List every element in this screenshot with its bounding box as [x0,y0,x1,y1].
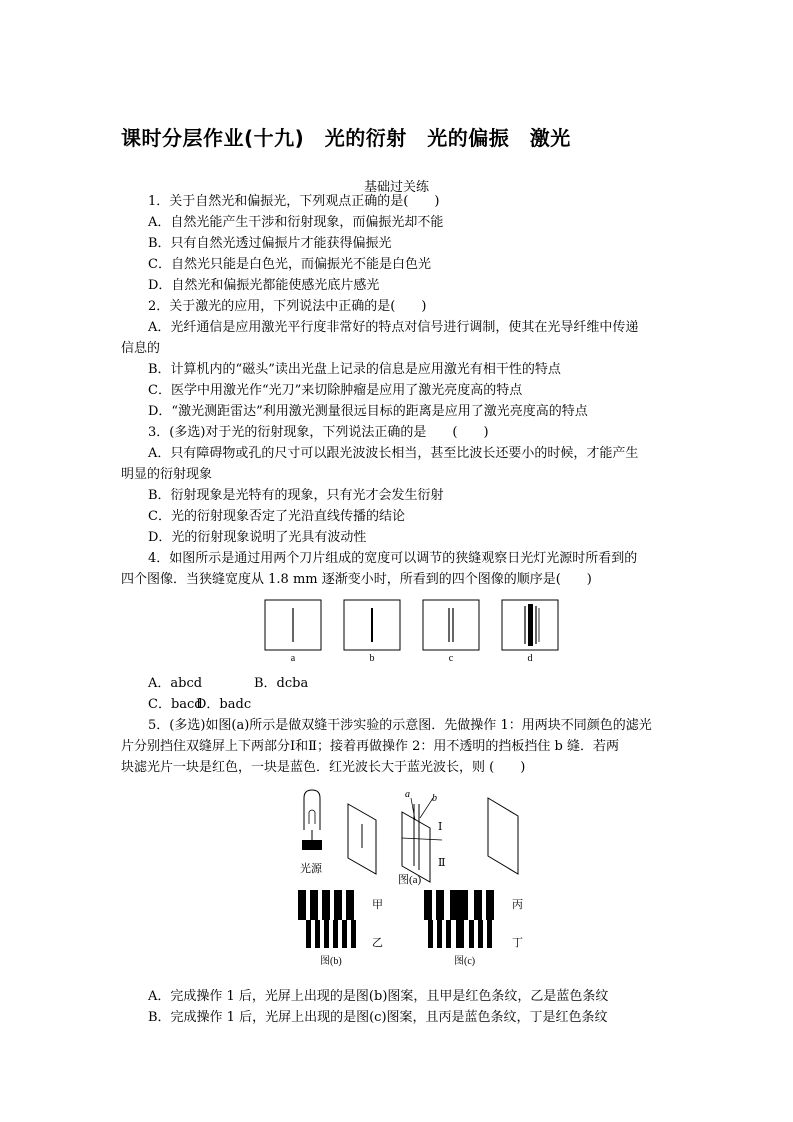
fig-c-pattern [424,890,494,948]
q5-figure [290,784,540,970]
q4-image-c [423,600,479,650]
q2-option-a: A．光纤通信是应用激光平行度非常好的特点对信号进行调制，使其在光导纤维中传递 [148,320,639,335]
q4-image-d [502,600,558,650]
q5-stem: 5．(多选)如图(a)所示是做双缝干涉实验的示意图．先做操作 1：用两块不同颜色的滤光 [148,718,652,733]
double-slit-screen [402,798,442,882]
jia-label: 甲 [372,899,383,911]
light-source-icon [302,790,322,850]
q2-option-d: D．“激光测距雷达”利用激光测量很远目标的距离是应用了激光亮度高的特点 [148,404,588,419]
q4-image-b [344,600,400,650]
bing-label: 丙 [512,899,523,911]
fig-c-caption: 图(c) [454,956,476,967]
q4-figure [262,598,562,666]
q5-stem-cont-1: 片分别挡住双缝屏上下两部分Ⅰ和Ⅱ；接着再做操作 2：用不透明的挡板挡住 b 缝．若两 [121,739,619,754]
light-source-label: 光源 [300,863,322,875]
q4-option-a: A．abcd [148,676,203,691]
q3-stem: 3．(多选)对于光的衍射现象，下列说法正确的是 ( ) [148,425,489,440]
q5-stem-cont-2: 块滤光片一块是红色，一块是蓝色．红光波长大于蓝光波长，则 ( ) [121,760,526,775]
q1-option-b: B．只有自然光透过偏振片才能获得偏振光 [148,236,392,251]
single-slit-screen [348,804,376,874]
q4-stem-cont: 四个图像．当狭缝宽度从 1.8 mm 逐渐变小时，所看到的四个图像的顺序是( ) [121,572,592,587]
q3-option-b: B．衍射现象是光特有的现象，只有光才会发生衍射 [148,488,444,503]
yi-label: 乙 [372,937,383,949]
q4-option-d: D．badc [196,697,252,712]
part-1-label: Ⅰ [438,821,443,833]
q1-option-d: D．自然光和偏振光都能使感光底片感光 [148,278,380,293]
q5-option-a: A．完成操作 1 后，光屏上出现的是图(b)图案，且甲是红色条纹，乙是蓝色条纹 [148,989,609,1004]
fig-b-caption: 图(b) [320,956,342,967]
q2-option-b: B．计算机内的“磁头”读出光盘上记录的信息是应用激光有相干性的特点 [148,362,561,377]
q1-option-c: C．自然光只能是白色光，而偏振光不能是白色光 [148,257,431,272]
part-2-label: Ⅱ [438,857,446,869]
slit-a-label: a [405,789,410,800]
q3-option-d: D．光的衍射现象说明了光具有波动性 [148,530,367,545]
q1-stem: 1．关于自然光和偏振光，下列观点正确的是( ) [148,194,440,209]
q2-option-a-cont: 信息的 [121,341,161,356]
q3-option-c: C．光的衍射现象否定了光沿直线传播的结论 [148,509,405,524]
ding-label: 丁 [512,937,523,949]
light-screen [488,798,518,874]
q4-label-c: c [448,653,454,664]
q4-stem: 4．如图所示是通过用两个刀片组成的宽度可以调节的狭缝观察日光灯光源时所看到的 [148,551,638,566]
slit-b-label: b [432,793,437,804]
q4-option-c: C．bacd [148,697,203,712]
q5-option-b: B．完成操作 1 后，光屏上出现的是图(c)图案，且丙是蓝色条纹，丁是红色条纹 [148,1010,608,1025]
page-title: 课时分层作业(十九) 光的衍射 光的偏振 激光 [121,126,571,150]
q4-option-b: B．dcba [254,676,309,691]
q2-option-c: C．医学中用激光作“光刀”来切除肿瘤是应用了激光亮度高的特点 [148,383,523,398]
q4-label-b: b [369,653,375,664]
fig-a-caption: 图(a) [398,874,422,886]
q3-option-a: A．只有障碍物或孔的尺寸可以跟光波波长相当，甚至比波长还要小的时候，才能产生 [148,446,639,461]
section-heading: 基础过关练 [363,180,429,195]
fig-b-pattern [298,890,356,948]
q4-image-a [265,600,321,650]
q1-option-a: A．自然光能产生干涉和衍射现象，而偏振光却不能 [148,215,444,230]
q2-stem: 2．关于激光的应用，下列说法中正确的是( ) [148,299,427,314]
q3-option-a-cont: 明显的衍射现象 [121,467,213,482]
q4-label-a: a [290,653,296,664]
q4-label-d: d [527,653,533,664]
